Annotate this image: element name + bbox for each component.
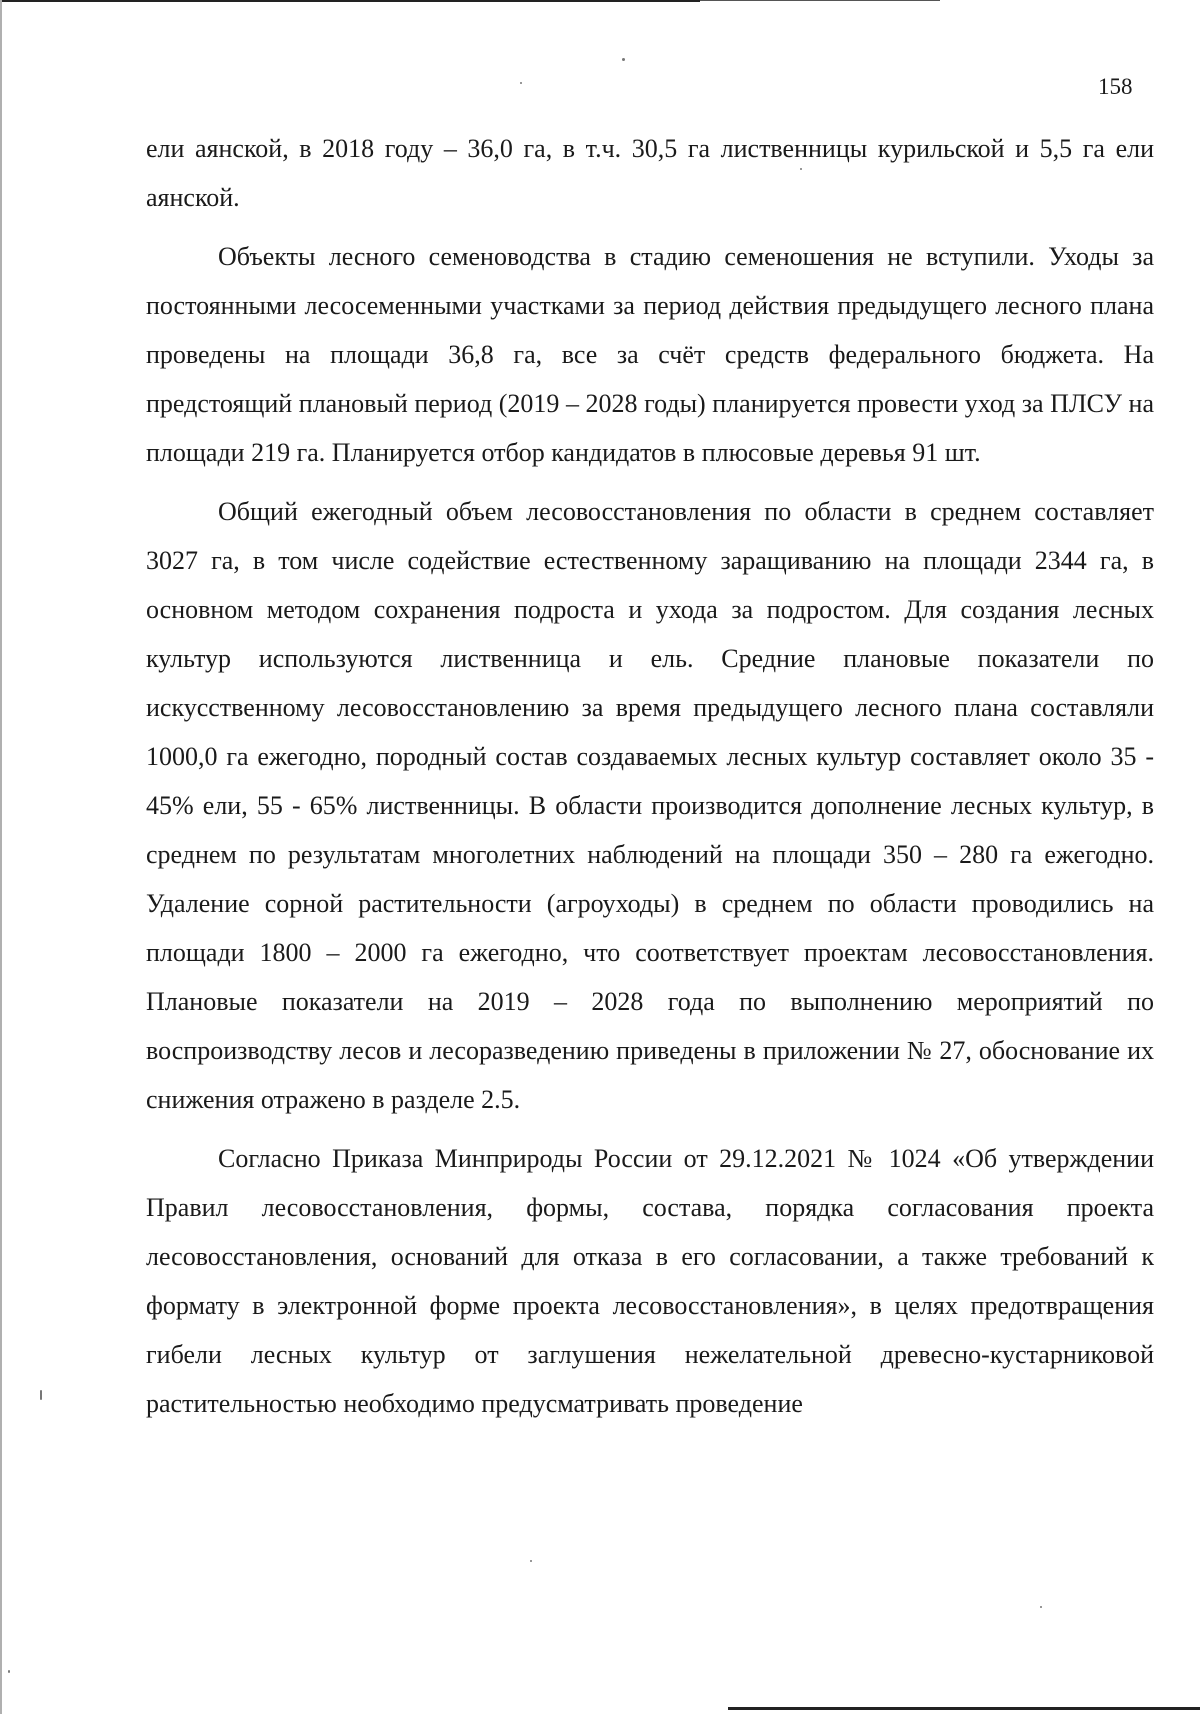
scan-speck [520, 82, 522, 84]
scan-speck [622, 58, 625, 61]
scan-top-border-line-thin [700, 0, 940, 1]
paragraph-reforestation-volume: Общий ежегодный объем лесовосстановления по области в среднем составляет 3027 га, в том числе содействие естественному заращиванию на площади 2344 га, в основном методом сохранения подроста и ухода за подростом. Для создания лесных культур используются лиственница и ель. Средние плановые показатели по искусственному лесовосстановлению за время предыдущего лесного плана составляли 1000,0 га ежегодно, породный состав создаваемых лесных культур составляет около 35 - 45% ели, 55 - 65% лиственницы. В области производится дополнение лесных культур, в среднем по результатам многолетних наблюдений на площади 350 – 280 га ежегодно. Удаление сорной растительности (агроуходы) в среднем по области проводились на площади 1800 – 2000 га ежегодно, что соответствует проектам лесовосстановления. Плановые показатели на 2019 – 2028 года по выполнению мероприятий по воспроизводству лесов и лесоразведению приведены в приложении № 27, обоснование их снижения отражено в разделе 2.5. [146, 497, 1154, 1114]
scan-speck [40, 1390, 42, 1400]
scan-speck [1040, 1606, 1042, 1608]
scan-speck [800, 168, 802, 170]
scan-left-edge [0, 0, 2, 1714]
paragraph-seed-production: Объекты лесного семеноводства в стадию семеношения не вступили. Уходы за постоянными лесосеменными участками за период действия предыдущего лесного плана проведены на площади 36,8 га, все за счёт средств федерального бюджета. На предстоящий плановый период (2019 – 2028 годы) планируется провести уход за ПЛСУ на площади 219 га. Планируется отбор кандидатов в плюсовые деревья 91 шт. [146, 242, 1154, 467]
scan-speck [8, 1670, 10, 1673]
paragraph-continued: ели аянской, в 2018 году – 36,0 га, в т.ч. 30,5 га лиственницы курильской и 5,5 га ели аянской. [146, 134, 1154, 212]
body-text [146, 124, 1154, 1438]
scan-speck [530, 1560, 532, 1562]
paragraph-ministry-order: Согласно Приказа Минприроды России от 29.12.2021 № 1024 «Об утверждении Правил лесовосстановления, формы, состава, порядка согласования проекта лесовосстановления, оснований для отказа в его согласовании, а также требований к формату в электронной форме проекта лесовосстановления», в целях предотвращения гибели лесных культур от заглушения нежелательной древесно-кустарниковой растительностью необходимо предусматривать проведение [146, 1144, 1154, 1418]
scan-bottom-border-line [728, 1707, 1200, 1710]
page-number: 158 [1098, 74, 1133, 99]
scan-top-border-line [0, 0, 700, 2]
